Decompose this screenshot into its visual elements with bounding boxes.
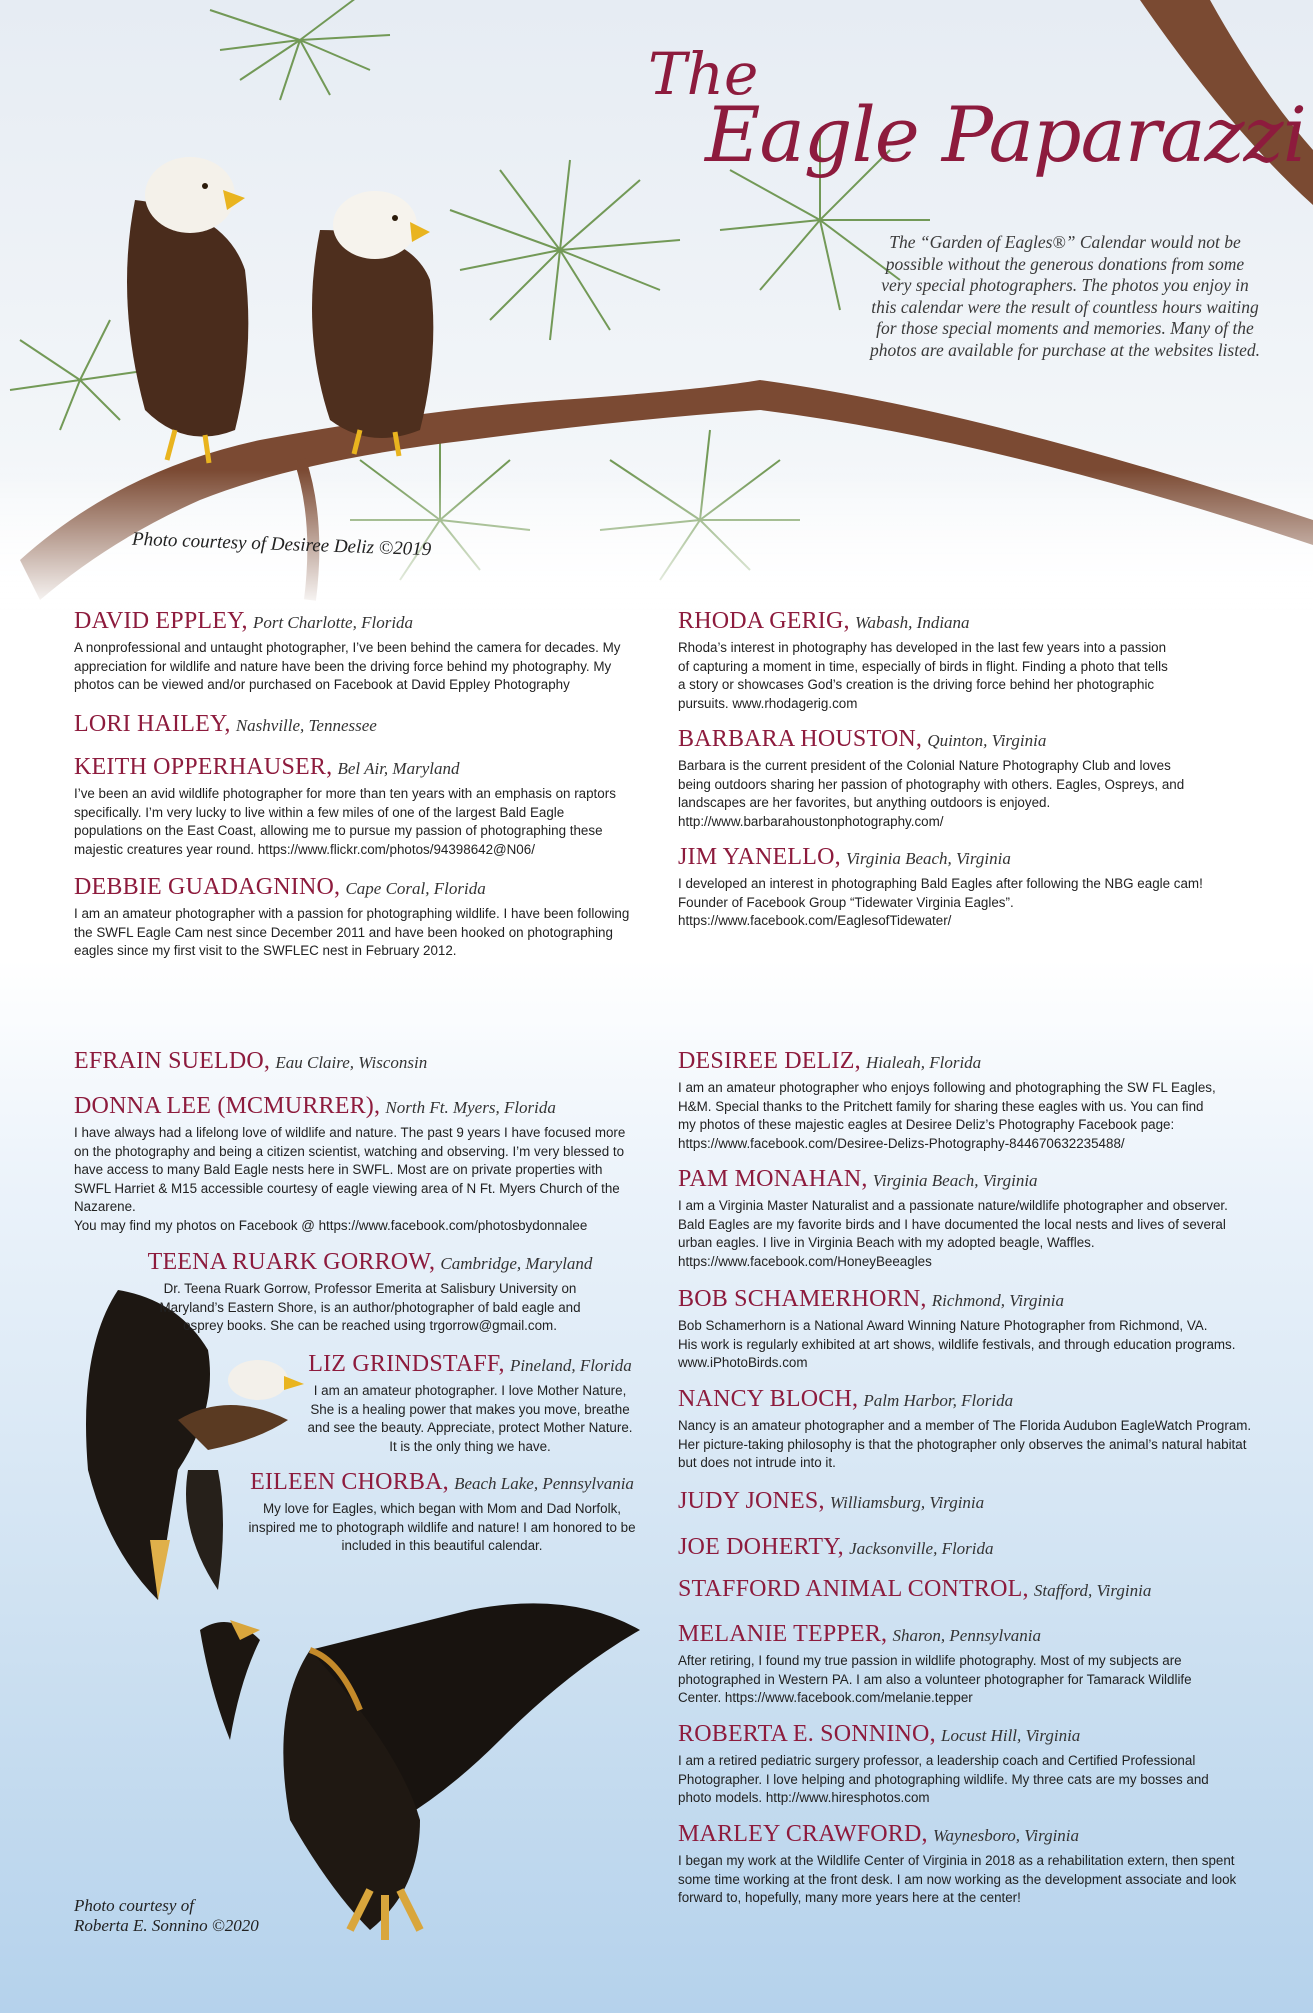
photographer-entry — [74, 607, 654, 695]
photographer-name: MARLEY CRAWFORD, — [678, 1821, 928, 1847]
photographer-entry — [74, 753, 654, 859]
photographer-entry — [74, 1092, 674, 1235]
photographer-location: Pineland, Florida — [509, 1356, 632, 1375]
photographer-name: LIZ GRINDSTAFF, — [308, 1351, 505, 1377]
photographer-name: DESIREE DELIZ, — [678, 1048, 861, 1074]
photographer-bio: I am an amateur photographer. I love Mother Nature, She is a healing power that makes you move, breathe and see the beauty. Appreciate, protect Mother Nature. It is the only thing we have. — [307, 1383, 633, 1454]
photographer-location: Quinton, Virginia — [927, 731, 1047, 750]
photographer-location: Cambridge, Maryland — [440, 1254, 593, 1273]
photographer-entry — [678, 607, 1278, 713]
photographer-entry — [678, 1720, 1298, 1808]
photographer-location: Eau Claire, Wisconsin — [275, 1053, 428, 1072]
photographer-name: BARBARA HOUSTON, — [678, 726, 923, 752]
bottom-photo-credit — [74, 1896, 304, 1936]
photographer-location: Bel Air, Maryland — [337, 759, 460, 778]
photographer-location: Waynesboro, Virginia — [932, 1826, 1080, 1845]
photographer-entry — [678, 1487, 1298, 1517]
photographer-location: Stafford, Virginia — [1033, 1581, 1152, 1600]
photographer-location: Port Charlotte, Florida — [252, 613, 414, 632]
photographer-location: Beach Lake, Pennsylvania — [454, 1474, 634, 1493]
photographer-location: Palm Harbor, Florida — [863, 1391, 1014, 1410]
photographer-bio: A nonprofessional and untaught photographer, I’ve been behind the camera for decades. My appreciation for wildlife and nature have been the driving force behind my photography. My photos can be viewed and/or purchased on Facebook at David Eppley Photography — [74, 640, 621, 692]
photographer-name: DEBBIE GUADAGNINO, — [74, 874, 341, 900]
photographer-bio: I began my work at the Wildlife Center of Virginia in 2018 as a rehabilitation extern, then spent some time working at the front desk. I am now working as the development associate and look forward to, hopefully, many more years here at the center! — [678, 1853, 1237, 1905]
photographer-entry — [678, 1047, 1298, 1153]
photographer-entry — [678, 1533, 1298, 1563]
bottom-photo-credit-line2: Roberta E. Sonnino ©2020 — [74, 1916, 259, 1935]
photographer-location: Richmond, Virginia — [931, 1291, 1065, 1310]
photographer-entry — [74, 873, 654, 961]
photographer-location: Virginia Beach, Virginia — [872, 1171, 1038, 1190]
photographer-location: Hialeah, Florida — [865, 1053, 982, 1072]
photographer-entry — [678, 1620, 1298, 1708]
photographer-location: Cape Coral, Florida — [345, 879, 486, 898]
photographer-bio: I am an amateur photographer who enjoys following and photographing the SW FL Eagles, H&M. Special thanks to the Pritchett family for sharing these eagles with us. You can find my photos of these majestic eagles at Desiree Deliz’s Photography Facebook page: https://www.facebook.com/Desiree-Delizs-Photography-844670632235488/ — [678, 1080, 1216, 1151]
photographer-entry — [678, 1385, 1298, 1473]
photographer-bio: Dr. Teena Ruark Gorrow, Professor Emerita at Salisbury University on Maryland’s Eastern Shore, is an author/photographer of bald eagle and osprey books. She can be reached using trgorrow@gmail.com. — [159, 1281, 581, 1333]
photographer-name: JOE DOHERTY, — [678, 1534, 844, 1560]
photographer-bio: After retiring, I found my true passion in wildlife photography. Most of my subjects are photographed in Western PA. I am also a volunteer photographer for Tamarack Wildlife Center. https://www.facebook.com/melanie.tepper — [678, 1653, 1192, 1705]
intro-text: The “Garden of Eagles®” Calendar would not be possible without the generous donations from some very special photographers. The photos you enjoy in this calendar were the result of countless hours waiting for those special moments and memories. Many of the photos are available for purchase at the websites listed. — [870, 232, 1260, 360]
photographer-entry — [290, 1350, 650, 1456]
photographer-name: EFRAIN SUELDO, — [74, 1048, 271, 1074]
photographer-location: Nashville, Tennessee — [235, 716, 377, 735]
photographer-name: NANCY BLOCH, — [678, 1386, 859, 1412]
photographer-name: KEITH OPPERHAUSER, — [74, 754, 333, 780]
photographer-name: STAFFORD ANIMAL CONTROL, — [678, 1576, 1029, 1602]
photographer-entry — [678, 1820, 1298, 1908]
photographer-name: ROBERTA E. SONNINO, — [678, 1721, 936, 1747]
photographer-entry — [678, 843, 1278, 931]
photographer-entry — [678, 1165, 1298, 1271]
photographer-name: TEENA RUARK GORROW, — [147, 1249, 436, 1275]
photographer-location: Virginia Beach, Virginia — [846, 849, 1011, 868]
photographer-name: DAVID EPPLEY, — [74, 608, 248, 634]
photographer-entry — [678, 1285, 1298, 1373]
photographer-bio: I am a Virginia Master Naturalist and a passionate nature/wildlife photographer and observer. Bald Eagles are my favorite birds and I have documented the local nests and lives of several urban eagles. I live in Virginia Beach with my adopted beagle, Waffles. https://www.facebook.com/HoneyBeeagles — [678, 1198, 1228, 1269]
photographer-name: BOB SCHAMERHORN, — [678, 1286, 927, 1312]
photographer-entry — [74, 1047, 674, 1077]
photographer-bio: Nancy is an amateur photographer and a member of The Florida Audubon EagleWatch Program. Her picture-taking philosophy is that the photographer only observes the animal’s natural habitat but does not intrude into it. — [678, 1418, 1252, 1470]
top-photo-credit: Photo courtesy of Desiree Deliz ©2019 — [131, 528, 432, 561]
photographer-location: North Ft. Myers, Florida — [385, 1098, 556, 1117]
photographer-location: Locust Hill, Virginia — [940, 1726, 1081, 1745]
photographer-name: MELANIE TEPPER, — [678, 1621, 888, 1647]
photographer-bio: I am an amateur photographer with a passion for photographing wildlife. I have been following the SWFL Eagle Cam nest since December 2011 and have been hooked on photographing eagles since my first visit to the SWFLEC nest in February 2012. — [74, 906, 630, 958]
photographer-name: EILEEN CHORBA, — [250, 1469, 449, 1495]
photographer-bio: I am a retired pediatric surgery professor, a leadership coach and Certified Professional Photographer. I love helping and photographing wildlife. My three cats are my bosses and photo models. http://www.hiresphotos.com — [678, 1753, 1209, 1805]
photographer-location: Sharon, Pennsylvania — [892, 1626, 1042, 1645]
photographer-entry — [140, 1248, 600, 1336]
photographer-entry — [232, 1468, 652, 1556]
photographer-bio: I have always had a lifelong love of wildlife and nature. The past 9 years I have focused more on the photography and being a citizen scientist, watching and observing. I’m very blessed to have access to many Bald Eagle nests here in SWFL. Most are on private properties with SWFL Harriet & M15 accessible courtesy of eagle viewing area of N Ft. Myers Church of the Nazarene. You may find my photos on Facebook @ https://www.facebook.com/photosbydonnalee — [74, 1125, 626, 1233]
photographer-name: LORI HAILEY, — [74, 711, 231, 737]
photographer-location: Williamsburg, Virginia — [829, 1493, 985, 1512]
photographer-name: RHODA GERIG, — [678, 608, 850, 634]
bottom-photo-credit-line1: Photo courtesy of — [74, 1896, 194, 1915]
photographer-name: JIM YANELLO, — [678, 844, 841, 870]
photographer-bio: I developed an interest in photographing Bald Eagles after following the NBG eagle cam! Founder of Facebook Group “Tidewater Virginia Eagles”. https://www.facebook.com/EaglesofTidewater/ — [678, 876, 1203, 928]
photographer-location: Wabash, Indiana — [854, 613, 970, 632]
page-title: Eagle Paparazzi — [705, 90, 1306, 179]
photographer-entry — [74, 710, 654, 740]
photographer-entry — [678, 1575, 1298, 1605]
photographer-name: DONNA LEE (MCMURRER), — [74, 1093, 381, 1119]
photographer-bio: Bob Schamerhorn is a National Award Winning Nature Photographer from Richmond, VA. His work is regularly exhibited at art shows, wildlife festivals, and through education programs. www.iPhotoBirds.com — [678, 1318, 1236, 1370]
photographer-bio: My love for Eagles, which began with Mom and Dad Norfolk, inspired me to photograph wildlife and nature! I am honored to be included in this beautiful calendar. — [248, 1501, 636, 1553]
photographer-bio: Barbara is the current president of the Colonial Nature Photography Club and loves being outdoors sharing her passion of photography with others. Eagles, Ospreys, and landscapes are her favorites, but anything outdoors is enjoyed. http://www.barbarahoustonphotography.com/ — [678, 758, 1185, 829]
photographer-bio: Rhoda’s interest in photography has developed in the last few years into a passion of capturing a moment in time, especially of birds in flight. Finding a photo that tells a story or showcases God’s creation is the driving force behind her photographic pursuits. www.rhodagerig.com — [678, 640, 1168, 711]
title-the: The — [648, 40, 759, 108]
photographer-name: PAM MONAHAN, — [678, 1166, 868, 1192]
photographer-name: JUDY JONES, — [678, 1488, 825, 1514]
photographer-bio: I’ve been an avid wildlife photographer for more than ten years with an emphasis on raptors specifically. I’m very lucky to live within a few miles of one of the largest Bald Eagle populations on the East Coast, allowing me to pursue my passion of photographing these majestic creatures year round. https://www.flickr.com/photos/94398642@N06/ — [74, 786, 616, 857]
photographer-location: Jacksonville, Florida — [849, 1539, 994, 1558]
photographer-entry — [678, 725, 1278, 831]
